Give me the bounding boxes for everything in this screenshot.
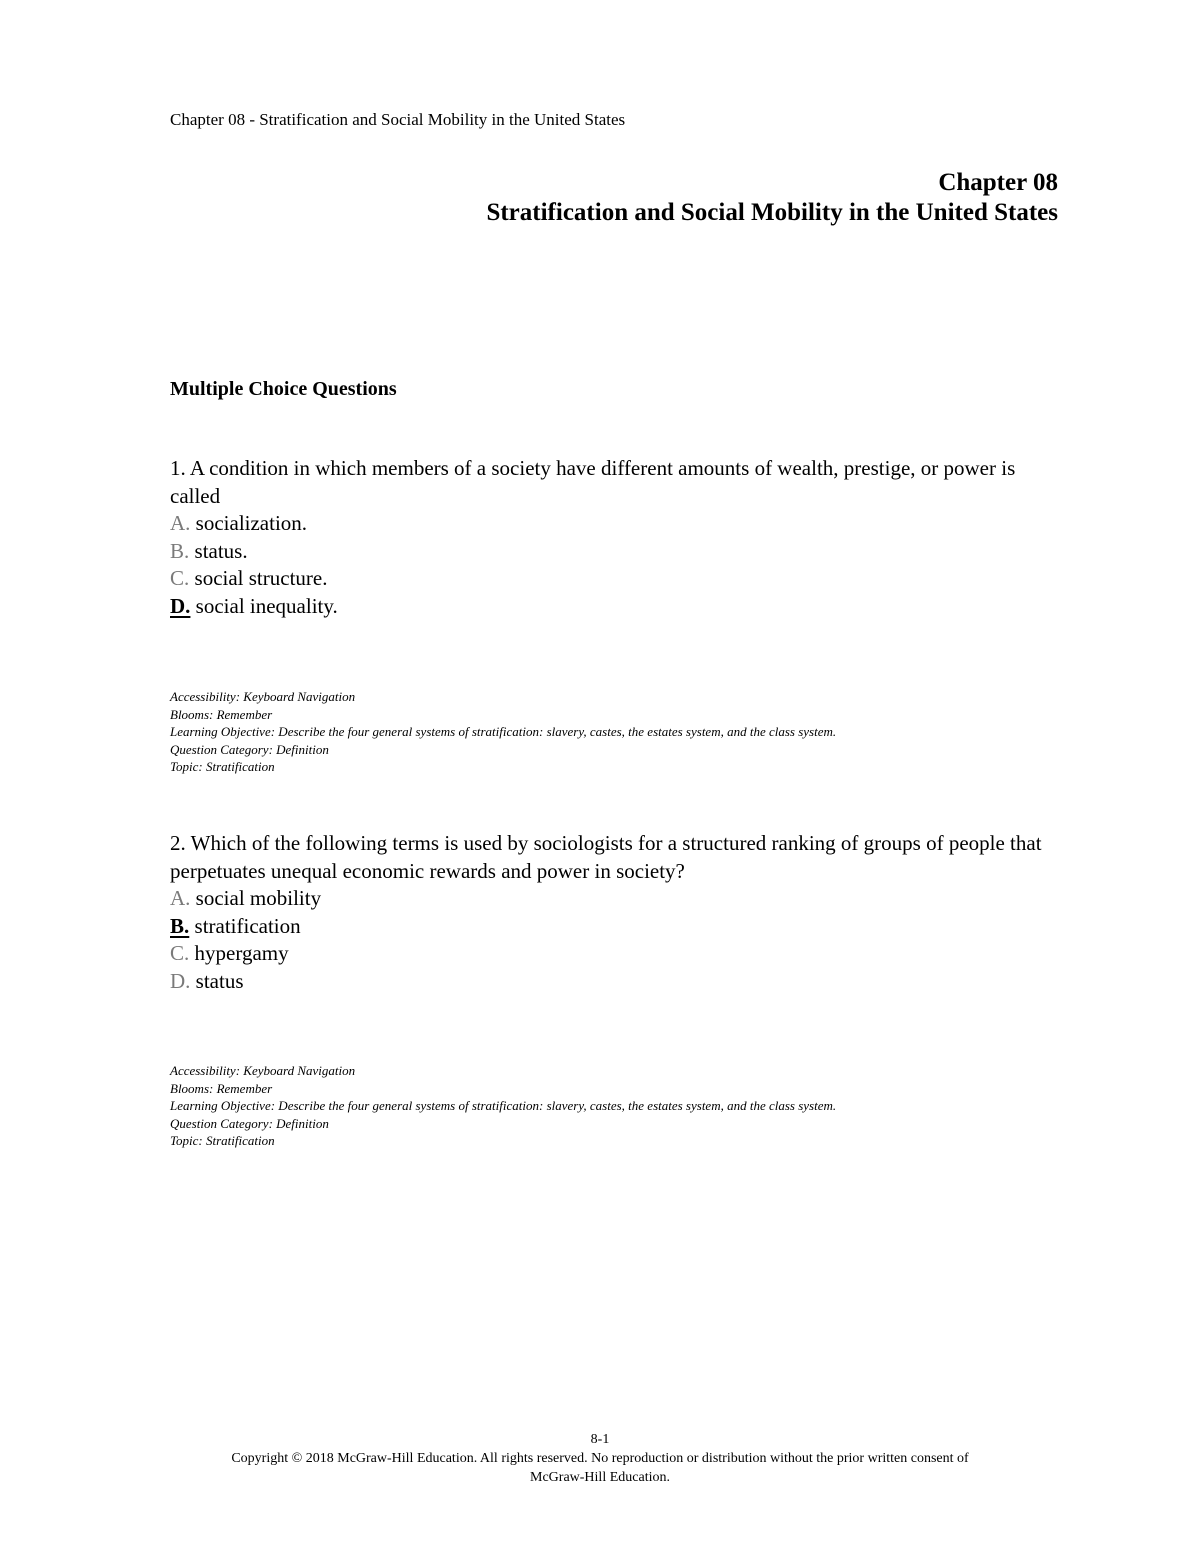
question-1-metadata [170,688,836,776]
copyright-notice: Copyright © 2018 McGraw-Hill Education. All rights reserved. No reproduction or distribution without the prior written consent of [231,1451,969,1466]
blooms-tag: Blooms: Remember [170,1080,273,1096]
question-2-metadata [170,1062,836,1150]
answer-choice-d [170,968,1050,996]
chapter-subtitle: Stratification and Social Mobility in the United States [486,199,1058,226]
choice-letter: D. [170,968,191,993]
question-2 [170,830,1050,995]
question-1 [170,455,1050,620]
question-category-tag: Question Category: Definition [170,741,329,757]
answer-choice-a [170,885,1050,913]
choice-text: socialization. [195,511,308,535]
answer-choice-c [170,940,1050,968]
running-header: Chapter 08 - Stratification and Social Mobility in the United States [170,110,626,129]
choice-text: hypergamy [194,941,289,965]
question-text: Which of the following terms is used by sociologists for a structured ranking of groups of people that perpetuates unequal economic rewards and power in society? [170,831,1042,883]
answer-choice-b [170,913,1050,941]
correct-choice-letter: D. [170,593,191,618]
choice-text: social mobility [195,886,322,910]
correct-choice-letter: B. [170,913,190,938]
question-number: 2. [170,831,186,855]
topic-tag: Topic: Stratification [170,1133,275,1148]
blooms-tag: Blooms: Remember [170,706,273,722]
answer-choice-c [170,565,1050,593]
choice-text: social structure. [194,566,328,590]
choice-text: status. [194,538,248,563]
answer-choices [170,510,1050,620]
question-stem [170,455,1050,510]
copyright-notice-continued: McGraw-Hill Education. [530,1470,670,1485]
answer-choice-d [170,593,1050,621]
choice-letter: C. [170,566,190,590]
chapter-number-title: Chapter 08 [938,169,1058,196]
choice-text: stratification [194,913,301,938]
accessibility-tag: Accessibility: Keyboard Navigation [170,689,356,704]
question-text: A condition in which members of a society have different amounts of wealth, prestige, or power is called [170,456,1016,508]
section-heading: Multiple Choice Questions [170,378,397,400]
question-category-tag: Question Category: Definition [170,1115,329,1131]
choice-text: social inequality. [195,593,338,618]
choice-letter: C. [170,941,190,965]
answer-choice-b [170,538,1050,566]
chapter-title-block [486,168,1058,228]
choice-letter: A. [170,886,191,910]
learning-objective-tag: Learning Objective: Describe the four general systems of stratification: slavery, castes, the estates system, and the class system. [170,1098,837,1113]
choice-text: status [195,968,244,993]
choice-letter: A. [170,511,191,535]
learning-objective-tag: Learning Objective: Describe the four general systems of stratification: slavery, castes, the estates system, and the class system. [170,724,837,739]
answer-choices [170,885,1050,995]
question-stem [170,830,1050,885]
page-number: 8-1 [590,1432,610,1447]
accessibility-tag: Accessibility: Keyboard Navigation [170,1063,356,1078]
choice-letter: B. [170,538,190,563]
page-footer [0,1430,1200,1487]
question-number: 1. [170,456,186,480]
answer-choice-a [170,510,1050,538]
topic-tag: Topic: Stratification [170,759,275,774]
